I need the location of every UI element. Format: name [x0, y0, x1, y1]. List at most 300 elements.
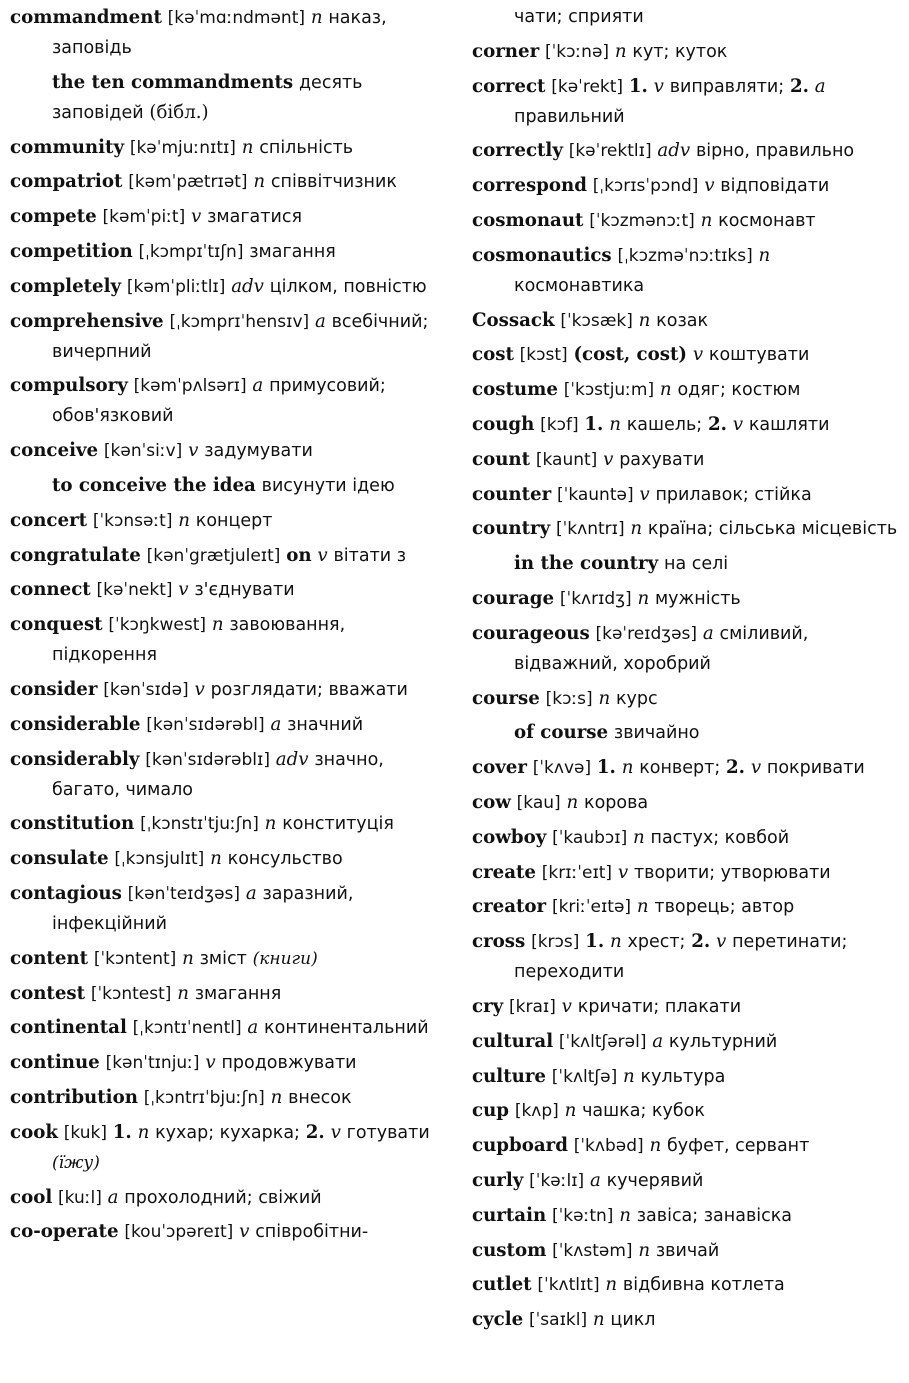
dictionary-entry: [10, 745, 448, 805]
translation: готувати: [346, 1122, 430, 1143]
dictionary-entry: [10, 610, 448, 670]
translation: консульство: [227, 849, 343, 870]
translation: кашляти: [748, 414, 830, 435]
phrase-translation: десять заповідей: [52, 72, 363, 123]
dictionary-entry: [10, 3, 448, 63]
part-of-speech: n: [659, 379, 672, 401]
dictionary-entry: [10, 675, 448, 705]
dictionary-entry: [472, 1270, 902, 1300]
headword: curtain: [472, 1204, 547, 1226]
dictionary-entry: [472, 306, 902, 336]
part-of-speech: n: [264, 813, 277, 835]
headword: consulate: [10, 848, 109, 870]
translation: співвітчизник: [270, 172, 397, 193]
part-of-speech: n: [605, 1274, 618, 1296]
translation: правильний: [514, 106, 625, 127]
headword: Cossack: [472, 309, 555, 331]
part-of-speech: a: [107, 1186, 119, 1208]
part-of-speech: n: [637, 587, 650, 609]
sense-number: 2.: [305, 1121, 325, 1143]
dictionary-entry: [10, 1183, 448, 1213]
dictionary-entry: [472, 992, 902, 1022]
headword: creator: [472, 896, 547, 918]
headword: cover: [472, 757, 527, 779]
transcription: [kəmˈpliːtlɪ]: [126, 276, 226, 297]
part-of-speech: n: [619, 1204, 631, 1226]
headword: continental: [10, 1017, 127, 1039]
headword: completely: [10, 275, 122, 297]
translation: чашка; кубок: [582, 1101, 705, 1122]
part-of-speech: n: [178, 509, 190, 531]
translation: спільність: [259, 137, 354, 158]
part-of-speech: v: [692, 344, 704, 366]
part-of-speech: n: [310, 7, 323, 28]
part-of-speech: v: [750, 757, 762, 779]
translation: виправляти;: [669, 76, 785, 97]
part-of-speech: adv: [657, 140, 691, 162]
headword: cosmonautics: [472, 244, 612, 266]
headword: cowboy: [472, 826, 547, 848]
headword: co-operate: [10, 1221, 119, 1243]
headword: corner: [472, 40, 540, 62]
transcription: [kənˈsiːv]: [103, 441, 183, 462]
part-of-speech: v: [178, 579, 189, 601]
part-of-speech: n: [177, 982, 189, 1004]
headword: community: [10, 136, 125, 158]
translation: концерт: [195, 510, 273, 531]
translation: хрест;: [627, 932, 686, 953]
part-of-speech: a: [245, 882, 257, 904]
transcription: [ˈkɔntent]: [93, 948, 177, 969]
transcription: [ˈkʌltʃərəl]: [558, 1031, 647, 1052]
translation: змагатися: [207, 207, 302, 228]
dictionary-entry: [10, 979, 448, 1009]
headword: culture: [472, 1065, 546, 1087]
left-column: [10, 3, 448, 1252]
transcription: [kəˈrekt]: [551, 76, 624, 97]
translation: кут; куток: [632, 41, 728, 62]
translation: культурний: [668, 1031, 778, 1052]
part-of-speech: v: [239, 1221, 250, 1243]
translation: рахувати: [619, 449, 705, 470]
part-of-speech: v: [191, 206, 202, 228]
part-of-speech: n: [638, 309, 651, 331]
headword: cool: [10, 1186, 53, 1208]
translation: козак: [656, 310, 709, 331]
dictionary-entry: [472, 619, 902, 679]
translation: конверт;: [639, 758, 721, 779]
translation: розглядати; вважати: [210, 679, 408, 700]
part-of-speech: n: [636, 896, 649, 918]
translation: континентальний: [264, 1018, 429, 1039]
part-of-speech: n: [758, 244, 771, 266]
part-of-speech: n: [566, 791, 579, 813]
continued-translation: [472, 3, 902, 32]
dictionary-entry: [10, 237, 448, 267]
part-of-speech: v: [617, 861, 629, 883]
transcription: [ˌkɔmpɪˈtɪʃn]: [138, 241, 244, 262]
transcription: [kənˈsɪdə]: [103, 679, 189, 700]
translation: наказ, заповідь: [52, 8, 387, 58]
part-of-speech: n: [598, 687, 611, 709]
headword: cough: [472, 413, 535, 435]
headword: counter: [472, 483, 552, 505]
dictionary-entry: [10, 506, 448, 536]
dictionary-entry: [10, 1118, 448, 1178]
headword: cosmonaut: [472, 209, 584, 231]
transcription: [ˈkɔŋkwest]: [108, 615, 207, 636]
dictionary-entry: [10, 436, 448, 466]
dictionary-entry: [472, 171, 902, 201]
dictionary-entry: [10, 944, 448, 974]
headword: content: [10, 947, 89, 969]
translation: кучерявий: [606, 1170, 704, 1191]
headword: contest: [10, 982, 86, 1004]
translation: відбивна котлета: [622, 1275, 785, 1296]
translation: відповідати: [720, 176, 830, 197]
headword: courage: [472, 587, 555, 609]
translation: перетинати; переходити: [514, 932, 848, 983]
part-of-speech: n: [630, 518, 643, 540]
headword: correctly: [472, 140, 563, 162]
headword: comprehensive: [10, 310, 164, 332]
translation: завіса; занавіска: [636, 1205, 793, 1226]
sense-number: 2.: [691, 931, 711, 953]
part-of-speech: n: [609, 931, 622, 953]
transcription: [ˈkəːlɪ]: [529, 1170, 585, 1191]
part-of-speech: a: [252, 375, 264, 397]
headword: country: [472, 518, 551, 540]
headword: cultural: [472, 1030, 554, 1052]
part-of-speech: v: [603, 448, 614, 470]
transcription: [kɔf]: [540, 414, 579, 435]
headword: cry: [472, 995, 504, 1017]
phrase: the ten commandments: [52, 71, 294, 93]
transcription: [ˌkɔzməˈnɔːtɪks]: [617, 245, 753, 266]
headword: cost: [472, 344, 514, 366]
transcription: [ˈkɔzmənɔːt]: [589, 210, 695, 231]
dictionary-entry: [472, 753, 902, 783]
part-of-speech: n: [210, 848, 222, 870]
dictionary-entry: [10, 710, 448, 740]
transcription: [kaunt]: [535, 449, 598, 470]
dictionary-entry: [472, 1096, 902, 1126]
translation: буфет, сервант: [666, 1136, 810, 1157]
phrase-translation: на селі: [664, 554, 729, 575]
dictionary-entry: [472, 375, 902, 405]
transcription: [krɪːˈeɪt]: [541, 862, 613, 883]
dictionary-entry: [472, 788, 902, 818]
sense-number: 1.: [596, 757, 616, 779]
translation: значний: [287, 714, 364, 735]
dictionary-entry: [10, 575, 448, 605]
part-of-speech: a: [814, 75, 826, 97]
headword: concert: [10, 509, 88, 531]
dictionary-entry: [10, 272, 448, 302]
headword: costume: [472, 379, 558, 401]
headword: conceive: [10, 440, 99, 462]
transcription: [kriːˈeɪtə]: [551, 897, 632, 918]
transcription: [kəˈmjuːnɪtɪ]: [129, 137, 236, 158]
translation: сміливий, відважний, хоробрий: [514, 623, 809, 674]
dictionary-entry: [472, 1062, 902, 1092]
transcription: [kuk]: [63, 1122, 107, 1143]
headword: consider: [10, 678, 98, 700]
transcription: [ˌkɔnsjulɪt]: [114, 849, 205, 870]
transcription: [kənˈsɪdərəblɪ]: [145, 749, 270, 770]
dictionary-entry: [472, 1131, 902, 1161]
translation: кашель;: [626, 414, 703, 435]
headword: contribution: [10, 1086, 138, 1108]
dictionary-entry: [472, 1201, 902, 1231]
part-of-speech: v: [653, 75, 664, 97]
transcription: [kouˈɔpəreɪt]: [124, 1222, 234, 1243]
translation: цикл: [610, 1310, 656, 1331]
part-of-speech: v: [188, 440, 199, 462]
part-of-speech: v: [732, 413, 744, 435]
phrase-translation: звичайно: [613, 723, 700, 744]
dictionary-entry: [472, 1027, 902, 1057]
part-of-speech: a: [652, 1030, 664, 1052]
transcription: [ˈkɔnsəːt]: [92, 510, 173, 531]
headword: correct: [472, 75, 546, 97]
headword: contagious: [10, 882, 122, 904]
translation: космонавт: [718, 210, 816, 231]
part-of-speech: n: [564, 1100, 577, 1122]
dictionary-entry: [472, 1305, 902, 1335]
translation: змагання: [249, 241, 336, 262]
transcription: [kəmˈpʌlsərɪ]: [133, 376, 247, 397]
dictionary-entry: [472, 514, 902, 544]
dictionary-entry: [472, 241, 902, 301]
translation: одяг; костюм: [677, 380, 801, 401]
dictionary-entry: [472, 858, 902, 888]
headword: create: [472, 861, 536, 883]
part-of-speech: n: [633, 826, 645, 848]
transcription: [kənˈtɪnjuː]: [105, 1053, 200, 1074]
translation: культура: [640, 1066, 726, 1087]
translation: прохолодний; свіжий: [124, 1187, 322, 1208]
sense-number: 1.: [112, 1121, 132, 1143]
translation: курс: [615, 688, 658, 709]
translation: звичай: [655, 1240, 720, 1261]
usage-note: (книги): [252, 948, 318, 969]
translation: коштувати: [708, 345, 810, 366]
part-of-speech: n: [621, 757, 634, 779]
part-of-speech: v: [716, 931, 727, 953]
dictionary-entry: [472, 823, 902, 853]
dictionary-entry: [472, 136, 902, 166]
sense-number: 2.: [726, 757, 746, 779]
translation: космонавтика: [514, 275, 645, 296]
dictionary-entry: [10, 1013, 448, 1043]
translation: зміст: [199, 948, 247, 969]
part-of-speech: v: [704, 175, 715, 197]
part-of-speech: n: [592, 1309, 605, 1331]
sense-number: 1.: [585, 931, 605, 953]
transcription: [ˌkɔntrɪˈbjuːʃn]: [143, 1087, 265, 1108]
translation: вірно, правильно: [695, 141, 855, 162]
transcription: [ˈkɔstjuːm]: [563, 380, 655, 401]
transcription: [kɔːs]: [545, 688, 593, 709]
phrase: in the country: [514, 553, 659, 575]
part-of-speech: n: [649, 1135, 662, 1157]
headword: courageous: [472, 622, 590, 644]
part-of-speech: n: [638, 1239, 651, 1261]
translation: вітати з: [333, 545, 406, 566]
part-of-speech: n: [700, 209, 713, 231]
translation: всебічний; вичерпний: [52, 311, 429, 362]
part-of-speech: v: [205, 1052, 216, 1074]
translation: країна; сільська місцевість: [647, 519, 898, 540]
transcription: [ˈkʌntrɪ]: [556, 519, 625, 540]
translation: змагання: [194, 983, 282, 1004]
translation: кричати; плакати: [577, 996, 742, 1017]
transcription: [ˈkɔntest]: [90, 983, 172, 1004]
part-of-speech: a: [270, 713, 282, 735]
transcription: [kənˈsɪdərəbl]: [146, 714, 265, 735]
dictionary-entry: [10, 1083, 448, 1113]
dictionary-entry: [10, 371, 448, 431]
dictionary-entry: [10, 879, 448, 939]
dictionary-entry: [472, 1166, 902, 1196]
transcription: [kəˈrektlɪ]: [568, 141, 652, 162]
headword: considerable: [10, 713, 141, 735]
sense-number: 1.: [628, 75, 648, 97]
transcription: [kɔst]: [519, 345, 568, 366]
translation: прилавок; стійка: [655, 484, 812, 505]
sense-number: 2.: [789, 75, 809, 97]
dictionary-entry: [472, 445, 902, 475]
dictionary-entry: [10, 307, 448, 367]
headword: continue: [10, 1052, 100, 1074]
transcription: [kraɪ]: [509, 996, 556, 1017]
transcription: [kəmˈpætrɪət]: [128, 172, 248, 193]
headword: constitution: [10, 813, 135, 835]
dictionary-entry: [472, 584, 902, 614]
headword: cutlet: [472, 1274, 532, 1296]
dictionary-entry: [10, 167, 448, 197]
headword: cupboard: [472, 1135, 568, 1157]
translation: творець; автор: [654, 897, 795, 918]
headword: commandment: [10, 7, 162, 28]
headword: compete: [10, 206, 97, 228]
translation: корова: [584, 792, 649, 813]
dictionary-entry: [10, 1048, 448, 1078]
phrase-translation: висунути ідею: [261, 475, 395, 496]
headword: considerably: [10, 748, 140, 770]
dictionary-entry: [472, 37, 902, 67]
dictionary-entry: [472, 927, 902, 987]
translation: значно, багато, чимало: [52, 749, 384, 800]
translation: задумувати: [204, 441, 313, 462]
translation: заразний, інфекційний: [52, 883, 354, 934]
part-of-speech: a: [247, 1017, 259, 1039]
dictionary-entry: [10, 1217, 448, 1247]
transcription: [kəˈnekt]: [96, 580, 173, 601]
translation: кухар; кухарка;: [155, 1122, 300, 1143]
transcription: [kəˈmɑːndmənt]: [167, 8, 306, 28]
part-of-speech: n: [137, 1121, 150, 1143]
part-of-speech: a: [589, 1169, 601, 1191]
headword: custom: [472, 1239, 547, 1261]
headword: course: [472, 687, 540, 709]
transcription: [kənˈgrætjuleɪt]: [146, 545, 281, 566]
transcription: [kəmˈpiːt]: [102, 207, 186, 228]
dictionary-entry: [10, 809, 448, 839]
dictionary-entry: [10, 133, 448, 163]
transcription: [ˈkʌrɪdʒ]: [559, 588, 632, 609]
part-of-speech: n: [623, 1065, 635, 1087]
headword: correspond: [472, 175, 587, 197]
transcription: [ˈsaɪkl]: [529, 1310, 588, 1331]
right-column: [472, 3, 902, 1340]
headword: congratulate: [10, 544, 141, 566]
translation: внесок: [288, 1087, 352, 1108]
headword: cross: [472, 931, 526, 953]
translation: конституція: [282, 814, 394, 835]
transcription: [ˈkʌbəd]: [573, 1136, 644, 1157]
transcription: [ˈkaubɔɪ]: [552, 827, 628, 848]
transcription: [ˈkɔːnə]: [544, 41, 610, 62]
phrase: to conceive the idea: [52, 474, 256, 496]
usage-note: (бібл.): [149, 101, 209, 123]
headword: connect: [10, 579, 91, 601]
transcription: [ˌkɔntɪˈnentl]: [132, 1018, 242, 1039]
sense-number: 2.: [707, 413, 727, 435]
dictionary-entry: [472, 340, 902, 370]
translation: завоювання, підкорення: [52, 615, 346, 666]
transcription: [kəˈreɪdʒəs]: [595, 623, 698, 644]
headword-extra: on: [286, 544, 312, 566]
translation: пастух; ковбой: [650, 827, 790, 848]
dictionary-entry: [472, 206, 902, 236]
transcription: [ˈkʌstəm]: [552, 1240, 633, 1261]
part-of-speech: v: [639, 483, 650, 505]
transcription: [ˈkʌtlɪt]: [537, 1275, 600, 1296]
dictionary-entry: [472, 892, 902, 922]
part-of-speech: v: [194, 678, 205, 700]
part-of-speech: adv: [275, 748, 309, 770]
headword: competition: [10, 240, 133, 262]
usage-note: (їжу): [52, 1152, 100, 1173]
phrase: of course: [514, 722, 609, 744]
transcription: [ˈkəːtn]: [552, 1205, 614, 1226]
dictionary-entry: [10, 541, 448, 571]
transcription: [kʌp]: [514, 1101, 559, 1122]
headword: cycle: [472, 1309, 524, 1331]
part-of-speech: v: [561, 995, 572, 1017]
transcription: [ˈkɔsæk]: [560, 310, 633, 331]
transcription: [ˌkɔmprɪˈhensɪv]: [169, 311, 310, 332]
part-of-speech: n: [270, 1086, 283, 1108]
phrase-example: [472, 549, 902, 579]
translation: мужність: [654, 588, 741, 609]
headword: count: [472, 448, 531, 470]
transcription: [krɔs]: [531, 932, 580, 953]
headword: curly: [472, 1169, 524, 1191]
headword: cow: [472, 791, 511, 813]
transcription: [ˈkʌltʃə]: [551, 1066, 618, 1087]
transcription: [kuːl]: [58, 1187, 102, 1208]
dictionary-entry: [472, 1236, 902, 1266]
headword: cook: [10, 1121, 58, 1143]
part-of-speech: a: [702, 622, 714, 644]
headword-extra: (cost, cost): [573, 344, 688, 366]
sense-number: 1.: [584, 413, 604, 435]
phrase-example: [10, 471, 448, 501]
phrase-example: [10, 68, 448, 128]
